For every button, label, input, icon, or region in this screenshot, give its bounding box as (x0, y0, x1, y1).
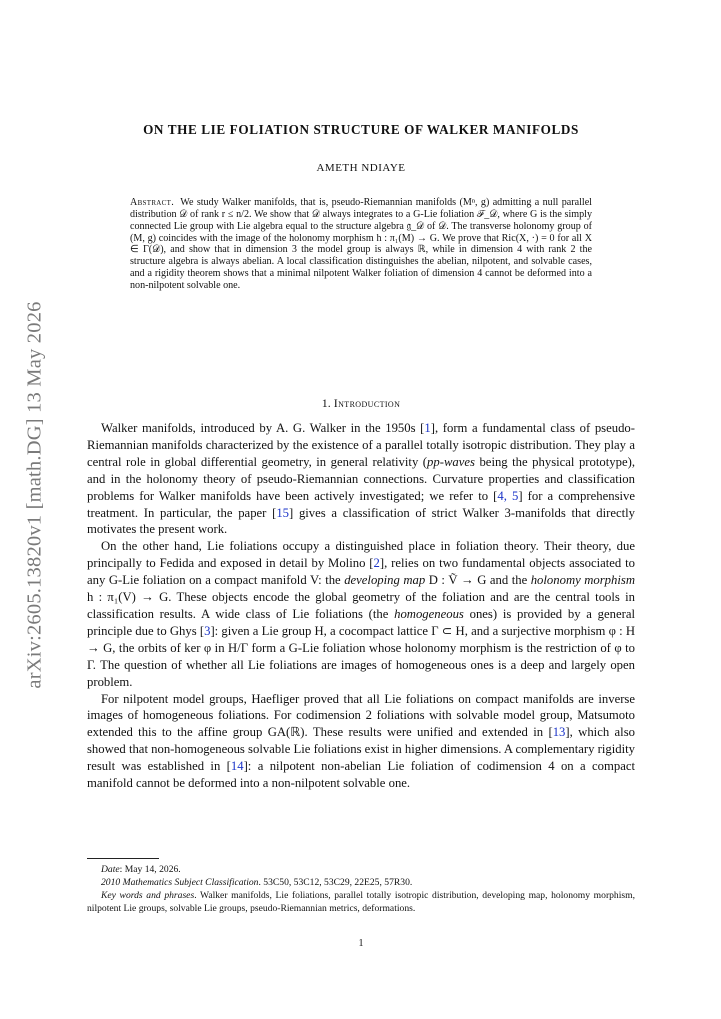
footnotes (87, 864, 635, 916)
abstract-text: We study Walker manifolds, that is, pseudo-Riemannian manifolds (Mⁿ, g) admitting a null parallel distribution 𝒟 of rank r ≤ n/2. We show that 𝒟 always integrates to a G-Lie foliation ℱ_𝒟, where G is the simply connected Lie group with Lie algebra equal to the structure algebra 𝔤_𝒟 of 𝒟. The transverse holonomy group of (M, g) coincides with the image of the holonomy morphism h : π₁(M) → G. We prove that Ric(X, ·) = 0 for all X ∈ Γ(𝒟), and show that in dimension 3 the model group is always ℝ, while in dimension 4 with rank 2 the structure algebra is always abelian. A local classification distinguishes the abelian, nilpotent, and solvable cases, and a rigidity theorem shows that a minimal nilpotent Walker foliation of dimension 4 cannot be deformed into a non-nilpotent solvable one. (130, 197, 592, 291)
footnote-divider (87, 858, 159, 859)
arxiv-identifier: arXiv:2605.13820v1 [math.DG] 13 May 2026 (23, 301, 46, 689)
citation-link[interactable]: 3 (204, 623, 211, 638)
paragraph-2 (87, 538, 635, 690)
citation-link[interactable]: 15 (276, 505, 290, 520)
page-number: 1 (358, 938, 364, 949)
text-run: On the other hand, Lie foliations occupy a distinguished place in foliation theory. Their theory, due principally to Fedida and exposed in detail by Molino [ (87, 539, 635, 571)
text-run: ] gives a classification of strict Walker 3-manifolds that directly motivates the present work. (87, 505, 635, 537)
text-run: being the physical prototype), and in the holonomy theory of pseudo-Riemannian connections. Curvature properties and classification problems for Walker manifolds have been actively investigated; we refer to [ (87, 454, 635, 503)
abstract-label: Abstract. (130, 197, 175, 208)
footnote-label: Key words and phrases (101, 889, 195, 901)
footnote-msc (87, 877, 635, 890)
footnote-value: : May 14, 2026. (119, 864, 181, 875)
emphasis: developing map (344, 573, 426, 588)
emphasis: pp-waves (427, 454, 475, 469)
text-run: ones) is provided by a general principle due to Ghys [ (87, 606, 635, 638)
citation-link[interactable]: 4, 5 (497, 488, 519, 503)
text-run: D : Ṽ → G and the (425, 573, 531, 588)
paragraph-3 (87, 691, 635, 792)
paper-title: ON THE LIE FOLIATION STRUCTURE OF WALKER MANIFOLDS (143, 122, 579, 137)
text-run: For nilpotent model groups, Haefliger proved that all Lie foliations on compact manifolds are inverse images of homogeneous foliations. For codimension 2 foliations with solvable model group, Matsumoto extended this to the affine group GA(ℝ). These results were unified and extended in [ (87, 691, 635, 740)
emphasis: holonomy morphism (530, 573, 635, 588)
arxiv-sidebar (18, 280, 52, 710)
text-run: ]: a nilpotent non-abelian Lie foliation of codimension 4 on a compact manifold cannot be deformed into a non-nilpotent solvable one. (87, 759, 635, 791)
footnote-value: . Walker manifolds, Lie foliations, parallel totally isotropic distribution, developing map, holonomy morphism, nilpotent Lie groups, solvable Lie groups, pseudo-Riemannian metrics, deformations. (87, 889, 635, 914)
text-run: ] for a comprehensive treatment. In particular, the paper [ (87, 488, 636, 520)
citation-link[interactable]: 2 (373, 556, 380, 571)
text-run: ], form a fundamental class of pseudo-Riemannian manifolds characterized by the existence of a parallel totally isotropic distribution. They play a central role in global differential geometry, in general relativity ( (87, 421, 635, 469)
citation-link[interactable]: 1 (424, 421, 431, 435)
abstract (130, 197, 592, 292)
text-run: ], which also showed that non-homogeneous solvable Lie foliations exist in higher dimensions. A complementary rigidity result was established in [ (87, 725, 635, 774)
author-name: AMETH NDIAYE (316, 162, 406, 174)
section-heading (87, 396, 635, 411)
footnote-label: 2010 Mathematics Subject Classification (101, 876, 259, 888)
section-number: 1. (321, 396, 331, 410)
citation-link[interactable]: 13 (552, 725, 566, 740)
footnote-date (87, 864, 635, 877)
footnote-value: . 53C50, 53C12, 53C29, 22E25, 57R30. (258, 876, 413, 888)
text-run: Walker manifolds, introduced by A. G. Walker in the 1950s [ (101, 421, 425, 435)
text-run: h : π₁(V) → G. These objects encode the global geometry of the foliation and are the central tools in classification results. A wide class of Lie foliations (the (87, 590, 635, 621)
footnote-keywords (87, 890, 635, 916)
section-title: Introduction (333, 396, 401, 410)
citation-link[interactable]: 14 (230, 759, 244, 774)
introduction-body (87, 420, 635, 792)
footnote-label: Date (101, 864, 120, 875)
paragraph-1 (87, 420, 635, 538)
text-run: ], relies on two fundamental objects associated to any G-Lie foliation on a compact manifold V: the (87, 556, 635, 588)
text-run: ]: given a Lie group H, a cocompact lattice Γ ⊂ H, and a surjective morphism φ : H → G, the orbits of ker φ in H/Γ form a G-Lie foliation whose holonomy morphism is the restriction of φ to Γ. The question of whether all Lie foliations are images of homogeneous ones is a deep and largely open problem. (87, 623, 635, 689)
emphasis: homogeneous (394, 606, 464, 621)
